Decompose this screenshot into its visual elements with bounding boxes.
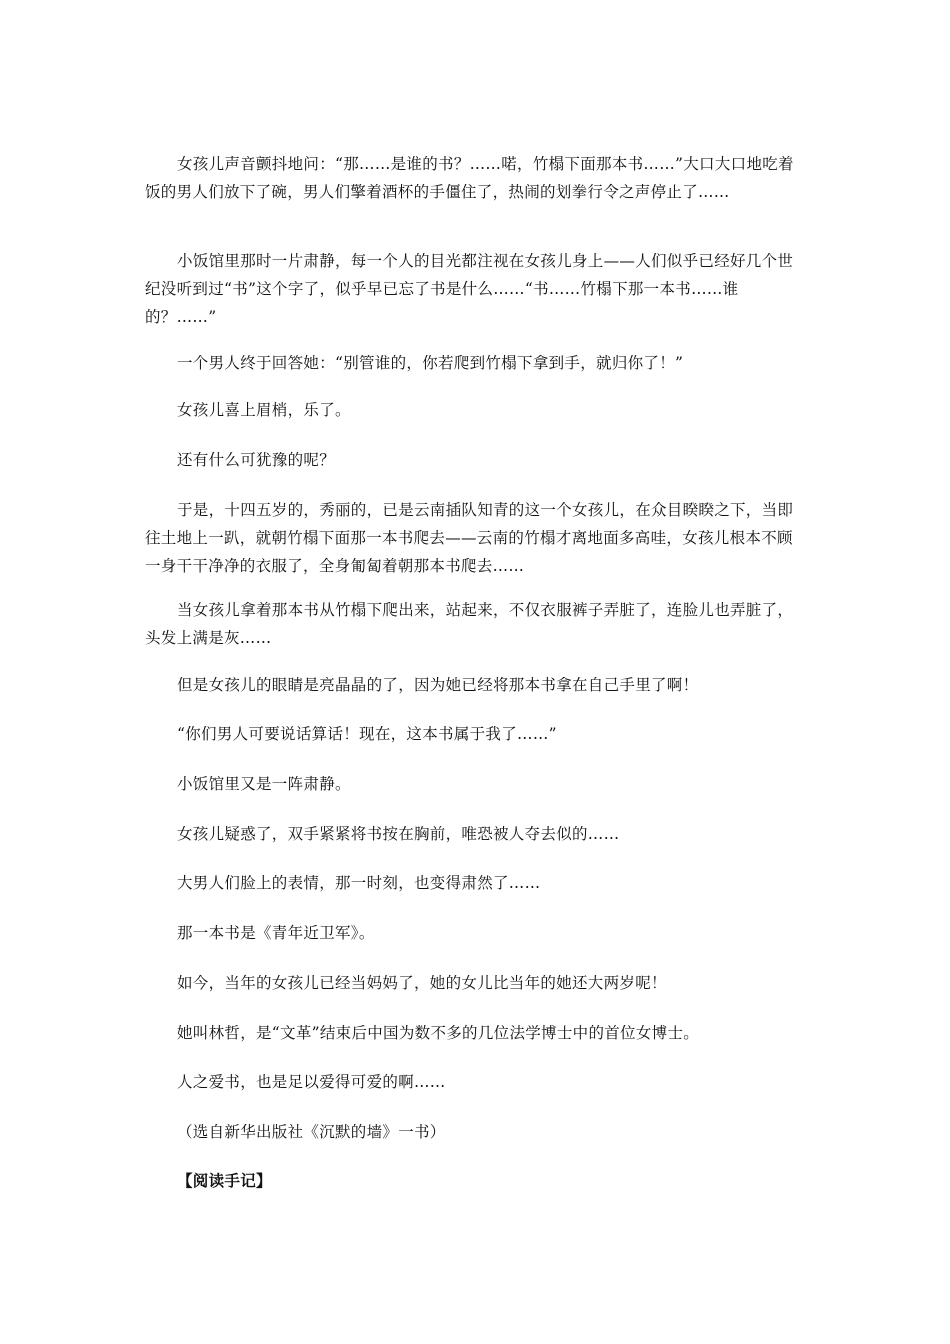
paragraph-7: 当女孩儿拿着那本书从竹榻下爬出来，站起来，不仅衣服裤子弄脏了，连脸儿也弄脏了，头发上满是灰…… [145,601,794,647]
paragraph-5: 还有什么可犹豫的呢？ [177,451,336,469]
reading-notes-heading: 【阅读手记】 [177,1171,272,1190]
paragraph-10: 小饭馆里又是一阵肃静。 [177,775,351,793]
paragraph-12: 大男人们脸上的表情，那一时刻，也变得肃然了…… [177,874,541,892]
paragraph-13: 那一本书是《青年近卫军》。 [177,924,375,942]
paragraph-15: 她叫林哲，是“文革”结束后中国为数不多的几位法学博士中的首位女博士。 [177,1024,700,1042]
paragraph-14: 如今，当年的女孩儿已经当妈妈了，她的女儿比当年的她还大两岁呢！ [177,974,667,992]
paragraph-11: 女孩儿疑惑了，双手紧紧将书按在胸前，唯恐被人夺去似的…… [177,825,620,843]
source-citation: （选自新华出版社《沉默的墙》一书） [177,1123,446,1141]
paragraph-8: 但是女孩儿的眼睛是亮晶晶的了，因为她已经将那本书拿在自己手里了啊！ [177,676,699,694]
paragraph-9: “你们男人可要说话算话！现在，这本书属于我了……” [177,725,557,743]
paragraph-1: 女孩儿声音颤抖地问：“那……是谁的书？……喏，竹榻下面那本书……”大口大口地吃着饭的男人们放下了碗，男人们擎着酒杯的手僵住了，热闹的划拳行令之声停止了…… [145,155,794,201]
paragraph-4: 女孩儿喜上眉梢，乐了。 [177,401,351,419]
paragraph-2: 小饭馆里那时一片肃静，每一个人的目光都注视在女孩儿身上——人们似乎已经好几个世纪没听到过“书”这个字了，似乎早已忘了书是什么……“书……竹榻下那一本书……谁的？……” [145,252,794,326]
paragraph-16: 人之爱书，也是足以爱得可爱的啊…… [177,1073,446,1091]
paragraph-3: 一个男人终于回答她：“别管谁的，你若爬到竹榻下拿到手，就归你了！” [177,354,684,372]
paragraph-6: 于是，十四五岁的，秀丽的，已是云南插队知青的这一个女孩儿，在众目睽睽之下，当即往土地上一趴，就朝竹榻下面那一本书爬去——云南的竹榻才离地面多高哇，女孩儿根本不顾一身干干净净的衣服了，全身匍匐着朝那本书爬去…… [145,501,794,575]
